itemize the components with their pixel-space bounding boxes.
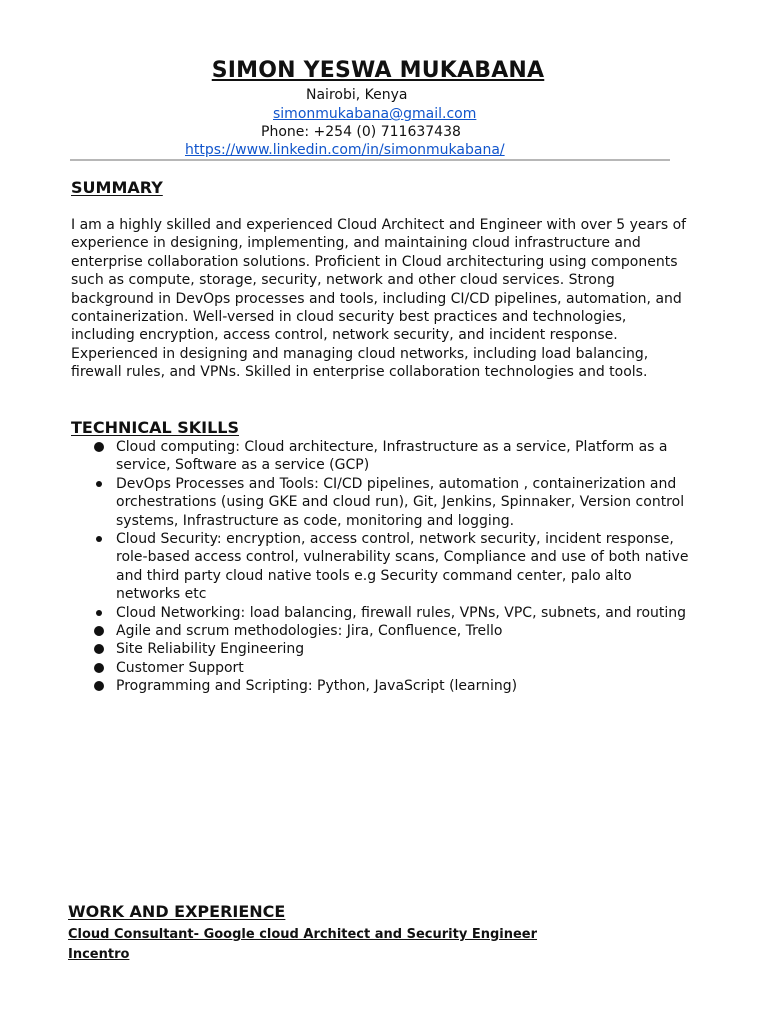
list-item: [116, 677, 696, 695]
skill-text: Cloud Security: encryption, access control, network security, incident response, role-based access control, vulnerability scans, Compliance and use of both native and third party cloud native tools e.g Security command center, palo alto networks etc: [116, 531, 689, 603]
skill-text: DevOps Processes and Tools: CI/CD pipelines, automation , containerization and orchestrations (using GKE and cloud run), Git, Jenkins, Spinnaker, Version control systems, Infrastructure as code, monitoring and logging.: [116, 475, 685, 529]
bullet-icon: [96, 481, 102, 487]
experience-heading: WORK AND EXPERIENCE: [68, 902, 286, 921]
bullet-icon: [96, 536, 102, 542]
list-item: [116, 622, 696, 640]
bullet-icon: [94, 663, 104, 673]
linkedin-link-text[interactable]: https://www.linkedin.com/in/simonmukabana/: [185, 142, 505, 158]
skill-text: Cloud Networking: load balancing, firewall rules, VPNs, VPC, subnets, and routing: [116, 604, 687, 621]
bullet-icon: [94, 681, 104, 691]
bullet-icon: [94, 644, 104, 654]
job-title: Cloud Consultant- Google cloud Architect and Security Engineer: [68, 927, 538, 942]
list-item: [116, 640, 696, 658]
phone-text: Phone: +254 (0) 711637438: [261, 124, 461, 140]
skill-text: Programming and Scripting: Python, JavaScript (learning): [116, 678, 518, 695]
bullet-icon: [94, 626, 104, 636]
list-item: [116, 659, 696, 677]
list-item: [116, 604, 696, 622]
resume-name: SIMON YESWA MUKABANA: [211, 58, 545, 83]
summary-text: I am a highly skilled and experienced Cloud Architect and Engineer with over 5 years of experience in designing, implementing, and maintaining cloud infrastructure and enterprise collaboration solutions. Proficient in Cloud architecturing using components such as compute, storage, security, network and other cloud services. Strong background in DevOps processes and tools, including CI/CD pipelines, automation, and containerization. Well-versed in cloud security best practices and technologies, including encryption, access control, network security, and incident response. Experienced in designing and managing cloud networks, including load balancing, firewall rules, and VPNs. Skilled in enterprise collaboration technologies and tools.: [71, 217, 687, 381]
list-item: [116, 530, 696, 604]
company-name: Incentro: [68, 947, 130, 962]
skills-heading: TECHNICAL SKILLS: [71, 418, 239, 437]
skill-text: Cloud computing: Cloud architecture, Infrastructure as a service, Platform as a service, Software as a service (GCP): [116, 439, 668, 474]
summary-heading: SUMMARY: [71, 178, 163, 197]
skills-list: [116, 438, 696, 696]
location-text: Nairobi, Kenya: [306, 87, 408, 103]
skill-text: Agile and scrum methodologies: Jira, Confluence, Trello: [116, 623, 503, 640]
bullet-icon: [94, 442, 104, 452]
skill-text: Site Reliability Engineering: [116, 641, 305, 658]
header-divider: [70, 159, 670, 161]
bullet-icon: [96, 610, 102, 616]
skill-text: Customer Support: [116, 659, 244, 676]
email-link[interactable]: [273, 105, 476, 123]
list-item: [116, 438, 696, 475]
list-item: [116, 475, 696, 530]
email-link-text[interactable]: simonmukabana@gmail.com: [273, 106, 477, 122]
linkedin-link[interactable]: [185, 141, 505, 159]
